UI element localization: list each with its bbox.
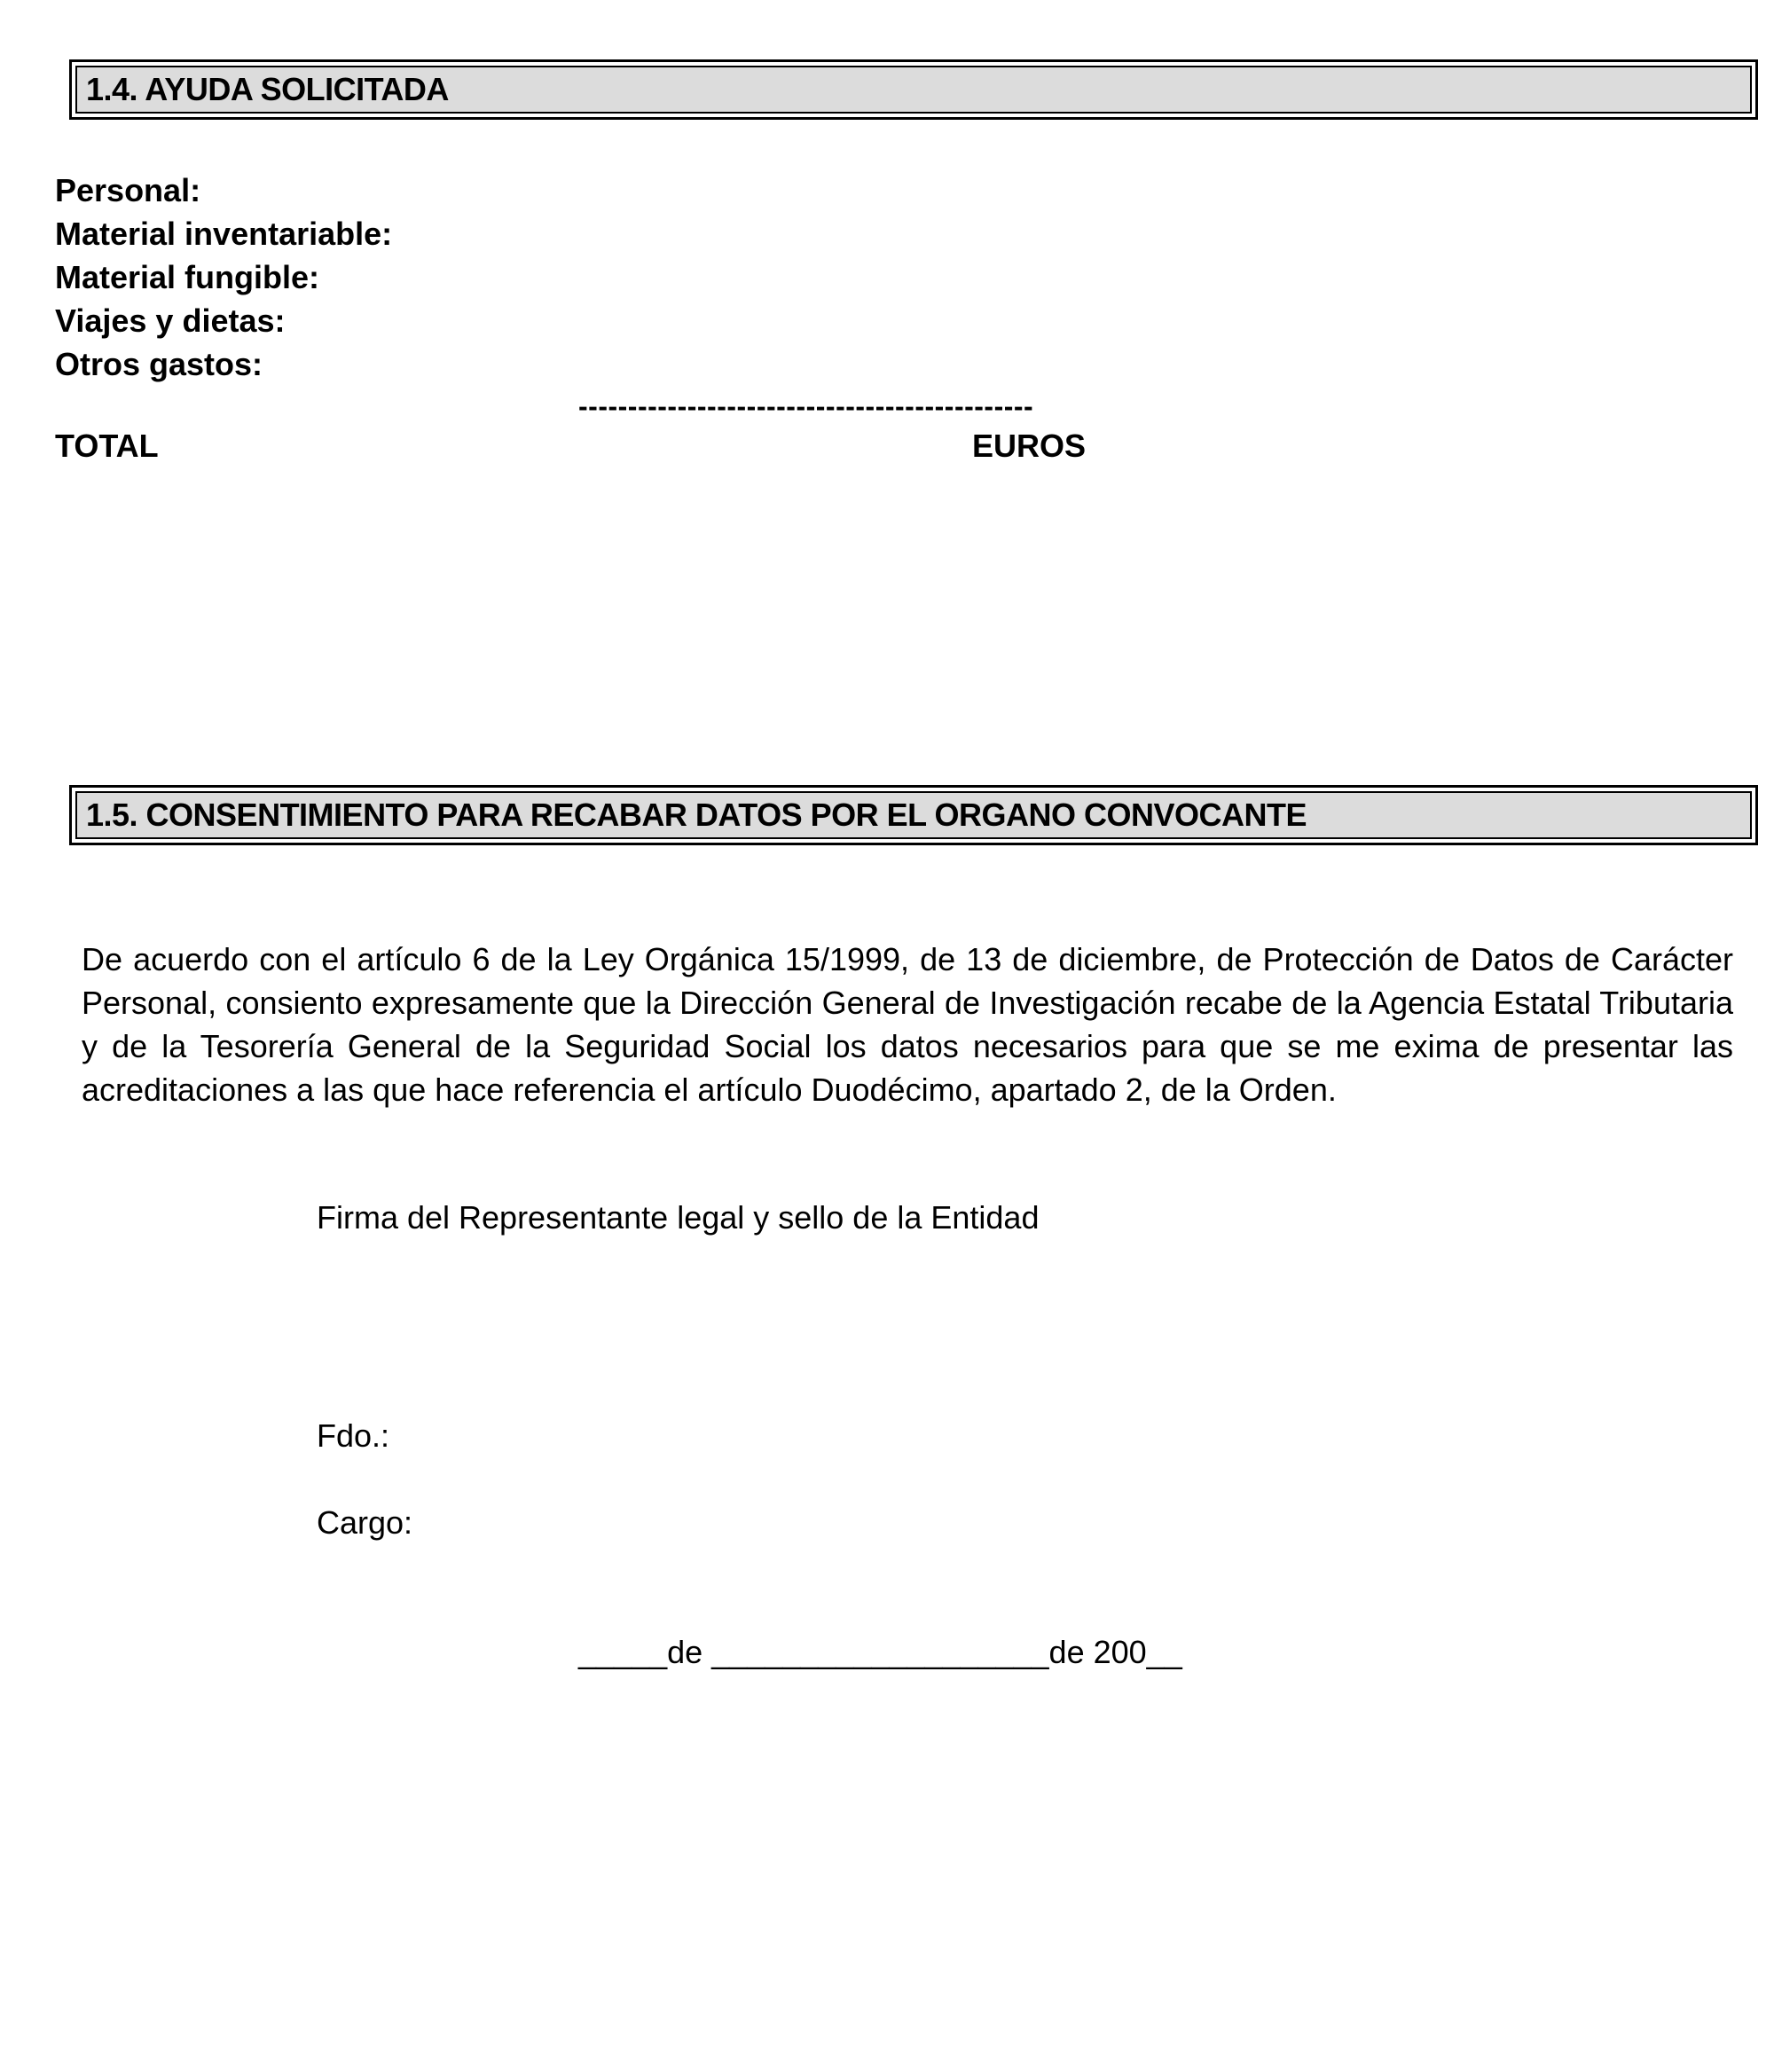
cost-label-otros-gastos: Otros gastos:: [55, 346, 263, 382]
signature-caption: Firma del Representante legal y sello de la Entidad: [317, 1199, 1040, 1236]
cost-label-personal: Personal:: [55, 172, 201, 208]
section-title-consentimiento: 1.5. CONSENTIMIENTO PARA RECABAR DATOS POR EL ORGANO CONVOCANTE: [86, 797, 1307, 833]
section-header-ayuda-solicitada: [69, 59, 1758, 120]
currency-label: EUROS: [972, 428, 1087, 464]
cargo-label: Cargo:: [317, 1504, 413, 1541]
cost-category-list: [55, 169, 392, 386]
section-header-inner: [75, 66, 1752, 114]
date-line: _____de ___________________de 200__: [578, 1634, 1182, 1670]
section-title-ayuda-solicitada: 1.4. AYUDA SOLICITADA: [86, 71, 449, 107]
cost-label-viajes-dietas: Viajes y dietas:: [55, 302, 286, 339]
section-header-consentimiento: [69, 785, 1758, 845]
total-separator-line: ----------------------------------------------: [578, 390, 1034, 422]
cost-label-material-inventariable: Material inventariable:: [55, 216, 393, 252]
total-label: TOTAL: [55, 428, 159, 464]
section-header-inner: [75, 791, 1752, 839]
consent-paragraph: De acuerdo con el artículo 6 de la Ley Orgánica 15/1999, de 13 de diciembre, de Protección de Datos de Carácter Personal, consiento expresamente que la Dirección General de Investigación recabe de la Agencia Estatal Tributaria y de la Tesorería General de la Seguridad Social los datos necesarios para que se me exima de presentar las acreditaciones a las que hace referencia el artículo Duodécimo, apartado 2, de la Orden.: [82, 941, 1733, 1108]
cost-label-material-fungible: Material fungible:: [55, 259, 320, 295]
fdo-label: Fdo.:: [317, 1417, 390, 1454]
